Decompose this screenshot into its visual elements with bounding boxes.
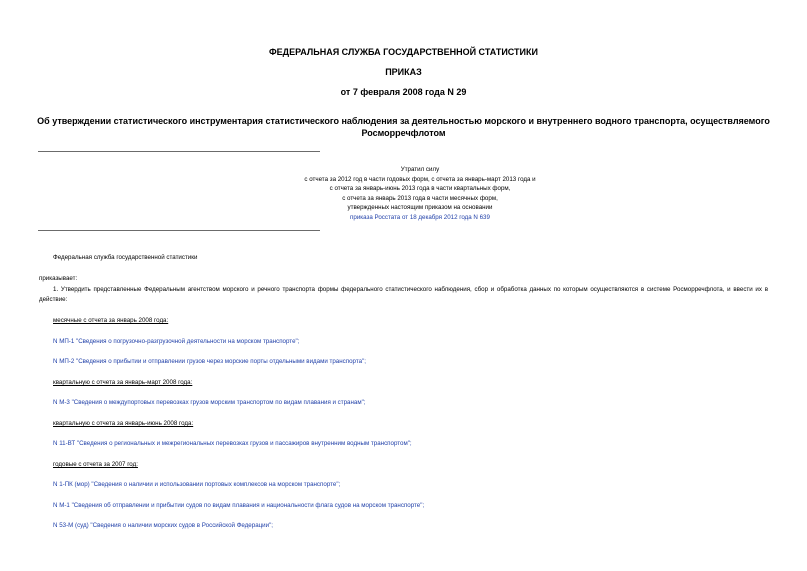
section-heading-annual: годовые с отчета за 2007 год: xyxy=(53,461,138,468)
agency-name: ФЕДЕРАЛЬНАЯ СЛУЖБА ГОСУДАРСТВЕННОЙ СТАТИСТИКИ xyxy=(269,47,538,57)
repeal-order-link[interactable]: приказа Росстата от 18 декабря 2012 года N 639 xyxy=(350,213,490,221)
section-heading-monthly: месячные с отчета за январь 2008 года: xyxy=(53,317,169,324)
document-type: ПРИКАЗ xyxy=(385,67,422,77)
section-heading-quarterly-q1: квартальную с отчета за январь-март 2008 года: xyxy=(53,379,193,386)
notice-line: Утратил силу xyxy=(400,166,440,173)
form-link[interactable]: N М-1 "Сведения об отправлении и прибытии судов по видам плавания и национальности флага судов на морском транспорте"; xyxy=(53,502,425,509)
form-link[interactable]: N 11-ВТ "Сведения о региональных и межрегиональных перевозках грузов и пассажиров внутренним водным транспортом"; xyxy=(53,440,412,447)
notice-line: с отчета за январь 2013 года в части месячных форм, xyxy=(342,194,498,202)
document-date-number: от 7 февраля 2008 года N 29 xyxy=(340,87,467,97)
form-link[interactable]: N 53-М (суд) "Сведения о наличии морских судов в Российской Федерации"; xyxy=(53,522,274,529)
notice-line: утвержденных настоящим приказом на основании xyxy=(347,204,493,211)
form-link[interactable]: N МП-1 "Сведения о погрузочно-разгрузочной деятельности на морском транспорте"; xyxy=(53,338,300,345)
notice-line: с отчета за 2012 год в части годовых форм, с отчета за январь-март 2013 года и xyxy=(304,175,536,183)
section-heading-quarterly-h1: квартальную с отчета за январь-июнь 2008 года: xyxy=(53,420,194,427)
issuer-line: Федеральная служба государственной статистики xyxy=(53,254,198,261)
notice-bottom-divider xyxy=(38,230,320,231)
document-title: Об утверждении статистического инструментария статистического наблюдения за деятельностью морского и внутреннего водного транспорта, осуществляемого Росморречфлотом xyxy=(37,116,770,138)
form-link[interactable]: N МП-2 "Сведения о прибытии и отправлении грузов через морские порты отдельными видами транспорта"; xyxy=(53,358,366,365)
clause-1: 1. Утвердить представленные Федеральным агентством морского и речного транспорта формы федерального статистического наблюдения, сбор и обработка данных по которым осуществляются в системе Росморречфлота, и ввести их в действие: xyxy=(39,286,768,303)
notice-line: с отчета за январь-июнь 2013 года в части квартальных форм, xyxy=(329,185,511,192)
form-link[interactable]: N М-3 "Сведения о междупортовых перевозках грузов морским транспортом по видам плавания и странам"; xyxy=(53,399,366,406)
form-link[interactable]: N 1-ПК (мор) "Сведения о наличии и использовании портовых комплексов на морском транспорте"; xyxy=(53,481,341,488)
notice-top-divider xyxy=(38,151,320,152)
orders-line: приказывает: xyxy=(39,275,78,282)
repeal-notice xyxy=(230,165,610,222)
